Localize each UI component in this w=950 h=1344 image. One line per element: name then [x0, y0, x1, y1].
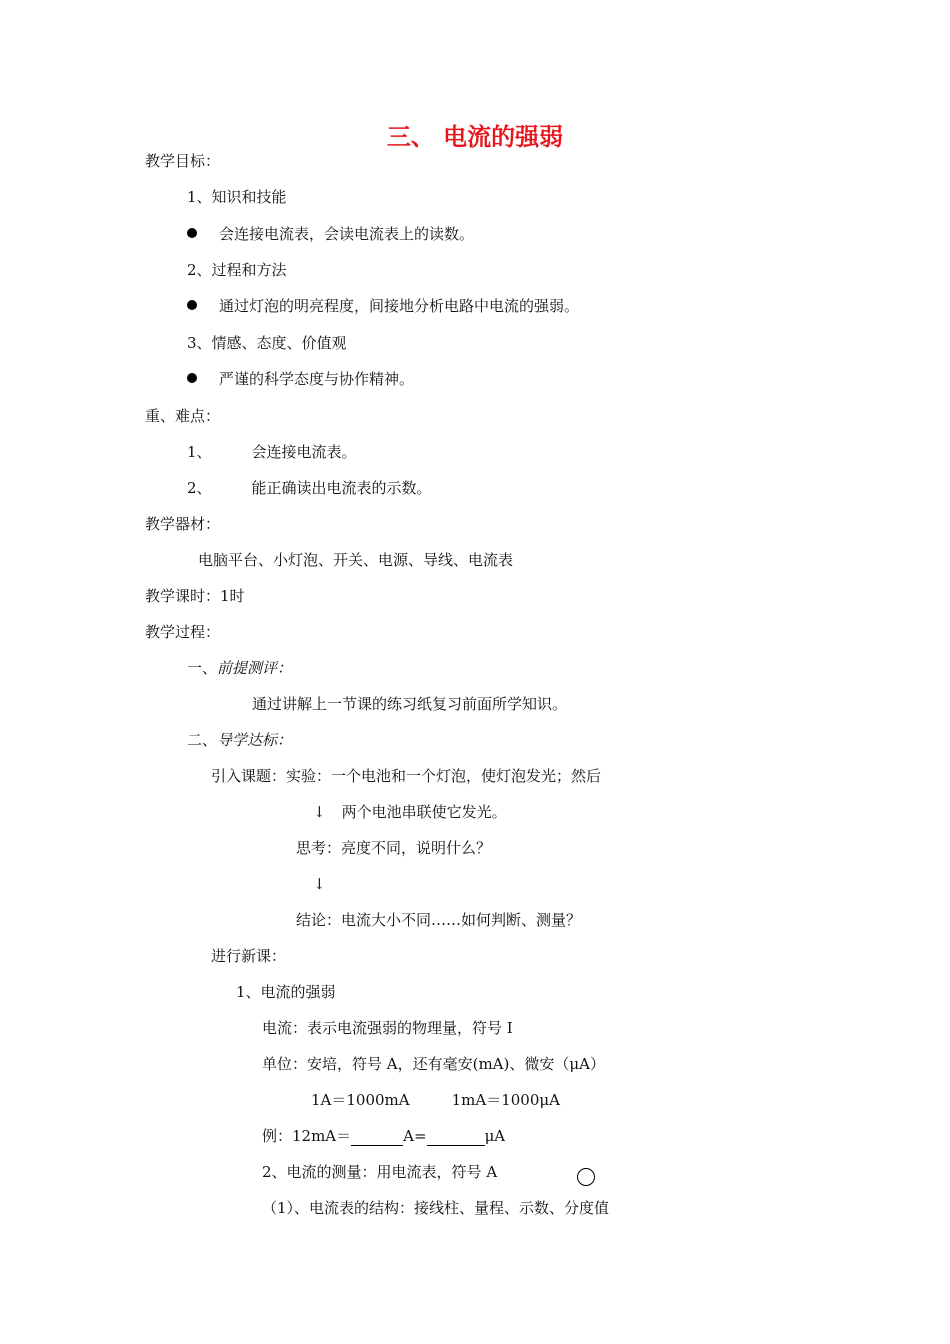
step-2-title: 导学达标： — [217, 731, 293, 749]
new-lesson-heading: 进行新课： — [211, 947, 287, 965]
section-1-heading: 1、电流的强弱 — [236, 983, 336, 1001]
step-1-text: 通过讲解上一节课的练习纸复习前面所学知识。 — [252, 695, 568, 713]
conclusion-text: 结论：电流大小不同……如何判断、测量？ — [296, 911, 582, 929]
current-definition: 电流：表示电流强弱的物理量，符号 I — [262, 1019, 513, 1037]
example-mid: A= — [403, 1127, 427, 1145]
answer-blank-2[interactable] — [427, 1129, 485, 1146]
goals-heading: 教学目标： — [145, 152, 221, 170]
intro-text: 引入课题：实验：一个电池和一个灯泡，使灯泡发光；然后 — [211, 767, 602, 785]
bullet-dot-icon — [187, 228, 197, 238]
down-arrow-icon: ↓ — [313, 875, 326, 893]
step-1-heading — [187, 658, 292, 678]
bullet-dot-icon — [187, 300, 197, 310]
process-heading: 教学过程： — [145, 623, 221, 641]
example-prefix: 例：12mA＝ — [262, 1127, 352, 1145]
conversion-line — [311, 1090, 560, 1110]
goal-3-bullet — [187, 369, 414, 389]
equipment-heading: 教学器材： — [145, 515, 221, 533]
answer-blank-1[interactable] — [351, 1129, 403, 1146]
document-title: 三、 电流的强弱 — [386, 123, 564, 151]
example-suffix: μA — [484, 1127, 506, 1145]
keypoint-2-num: 2、 — [187, 479, 212, 497]
goal-1-bullet — [187, 224, 474, 244]
keypoints-heading: 重、难点： — [145, 407, 221, 425]
keypoint-1 — [187, 442, 357, 462]
step-2-num: 二、 — [187, 731, 218, 749]
goal-2-bullet — [187, 296, 579, 316]
example-line — [262, 1126, 505, 1146]
conversion-1: 1A＝1000mA — [311, 1091, 410, 1109]
goal-3-bullet-text: 严谨的科学态度与协作精神。 — [219, 370, 415, 388]
conversion-2: 1mA＝1000μA — [451, 1091, 560, 1109]
step-1-title: 前提测评： — [217, 659, 293, 677]
goal-1-heading: 1、知识和技能 — [187, 188, 287, 206]
keypoint-1-text: 会连接电流表。 — [251, 443, 357, 461]
equipment-list: 电脑平台、小灯泡、开关、电源、导线、电流表 — [198, 551, 514, 569]
keypoint-2-text: 能正确读出电流表的示数。 — [251, 479, 432, 497]
goal-1-bullet-text: 会连接电流表，会读电流表上的读数。 — [219, 225, 475, 243]
step-1-num: 一、 — [187, 659, 218, 677]
unit-text: 单位：安培，符号 A，还有毫安(mA)、微安（μA） — [262, 1055, 605, 1073]
section-2-heading: 2、电流的测量：用电流表，符号 A — [262, 1163, 498, 1181]
goal-2-bullet-text: 通过灯泡的明亮程度，间接地分析电路中电流的强弱。 — [219, 297, 580, 315]
arrow-line-1 — [313, 802, 507, 822]
arrow-1-text: 两个电池串联使它发光。 — [341, 803, 507, 821]
lesson-hours: 教学课时：1时 — [145, 587, 245, 605]
down-arrow-icon: ↓ — [313, 803, 326, 821]
goal-2-heading: 2、过程和方法 — [187, 261, 287, 279]
bullet-dot-icon — [187, 373, 197, 383]
think-text: 思考：亮度不同，说明什么？ — [296, 839, 492, 857]
goal-3-heading: 3、情感、态度、价值观 — [187, 334, 347, 352]
ammeter-symbol-icon — [577, 1168, 595, 1186]
step-2-heading — [187, 730, 292, 750]
keypoint-1-num: 1、 — [187, 443, 212, 461]
keypoint-2 — [187, 478, 432, 498]
ammeter-structure: （1）、电流表的结构：接线柱、量程、示数、分度值 — [262, 1199, 610, 1217]
